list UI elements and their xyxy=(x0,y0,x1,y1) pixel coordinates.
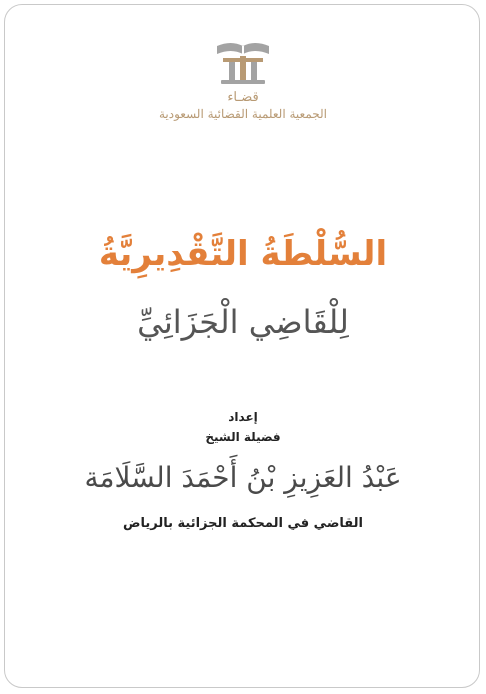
book-title: السُّلْطَةُ التَّقْدِيرِيَّةُ xyxy=(98,234,388,274)
author-name: عَبْدُ العَزِيزِ بْنُ أَحْمَدَ السَّلَامَة xyxy=(84,461,402,494)
author-honorific: فضيلة الشيخ xyxy=(205,430,281,444)
author-role: القاضي في المحكمة الجزائية بالرياض xyxy=(123,516,363,531)
logo-organization: الجمعية العلمية القضائية السعودية xyxy=(158,107,328,121)
publisher-logo xyxy=(0,36,486,121)
prepared-by-label: إعداد xyxy=(228,410,258,424)
book-subtitle: لِلْقَاضِي الْجَزَائِيِّ xyxy=(137,303,349,341)
book-scales-emblem-icon xyxy=(211,36,275,88)
logo-name: قضـاء xyxy=(227,90,259,105)
